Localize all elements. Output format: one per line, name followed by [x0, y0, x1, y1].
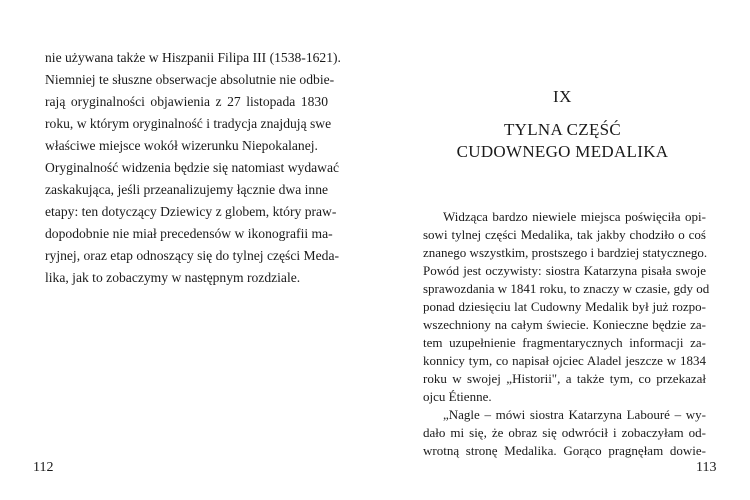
text-line: zaskakująca, jeśli przeanalizujemy łącznie dwa inne	[45, 182, 329, 197]
text-line: „Nagle – mówi siostra Katarzyna Labouré – wy-	[443, 407, 706, 422]
text-line: nie używana także w Hiszpanii Filipa III (1538-1621).	[45, 50, 341, 65]
text-line: etapy: ten dotyczący Dziewicy z globem, który praw-	[45, 204, 337, 219]
text-line: ryjnej, oraz etap odnoszący się do tylnej części Meda-	[45, 248, 340, 263]
text-line: Powód jest oczywisty: siostra Katarzyna pisała swoje	[423, 263, 706, 278]
page-number: 112	[33, 460, 54, 475]
text-line: Oryginalność widzenia będzie się natomiast wydawać	[45, 160, 340, 175]
text-line: właściwe miejsce wokół wizerunku Niepokalanej.	[45, 138, 318, 153]
text-line: dało mi się, że obraz się odwrócił i zobaczyłam od-	[423, 425, 706, 440]
text-line: dopodobnie nie miał precedensów w ikonografii ma-	[45, 226, 333, 241]
text-line: sprawozdania w 1841 roku, to znaczy w czasie, gdy od	[423, 281, 710, 296]
chapter-title-line-2: CUDOWNEGO MEDALIKA	[456, 142, 669, 161]
text-line: ojcu Étienne.	[423, 389, 492, 404]
text-line: Niemniej te słuszne obserwacje absolutnie nie odbie-	[45, 72, 335, 87]
text-line: lika, jak to zobaczymy w następnym rozdziale.	[45, 270, 301, 285]
right-page	[375, 0, 750, 500]
text-line: rają oryginalności objawienia z 27 listopada 1830	[45, 94, 328, 109]
text-line: roku w swojej „Historii", a także tym, co przekazał	[423, 371, 706, 386]
text-line: Widząca bardzo niewiele miejsca poświęciła opi-	[443, 209, 706, 224]
text-line: konnicy tym, co napisał ojciec Aladel jeszcze w 1834	[423, 353, 706, 368]
page-number: 113	[696, 460, 717, 475]
text-line: roku, w którym oryginalność i tradycja znajdują swe	[45, 116, 332, 131]
text-line: tem uzupełnienie fragmentarycznych informacji za-	[423, 335, 706, 350]
text-line: sowi tylnej części Medalika, tak jakby chodziło o coś	[423, 227, 706, 242]
text-line: znanego wszystkim, prostszego i bardziej statycznego.	[423, 245, 708, 260]
chapter-title-line-1: TYLNA CZĘŚĆ	[503, 120, 622, 139]
chapter-number: IX	[553, 87, 572, 106]
text-line: wrotną stronę Medalika. Gorąco pragnęłam dowie-	[423, 443, 706, 458]
text-line: ponad dziesięciu lat Cudowny Medalik był już rozpo-	[423, 299, 706, 314]
text-line: wszechniony na całym świecie. Konieczne będzie za-	[423, 317, 706, 332]
